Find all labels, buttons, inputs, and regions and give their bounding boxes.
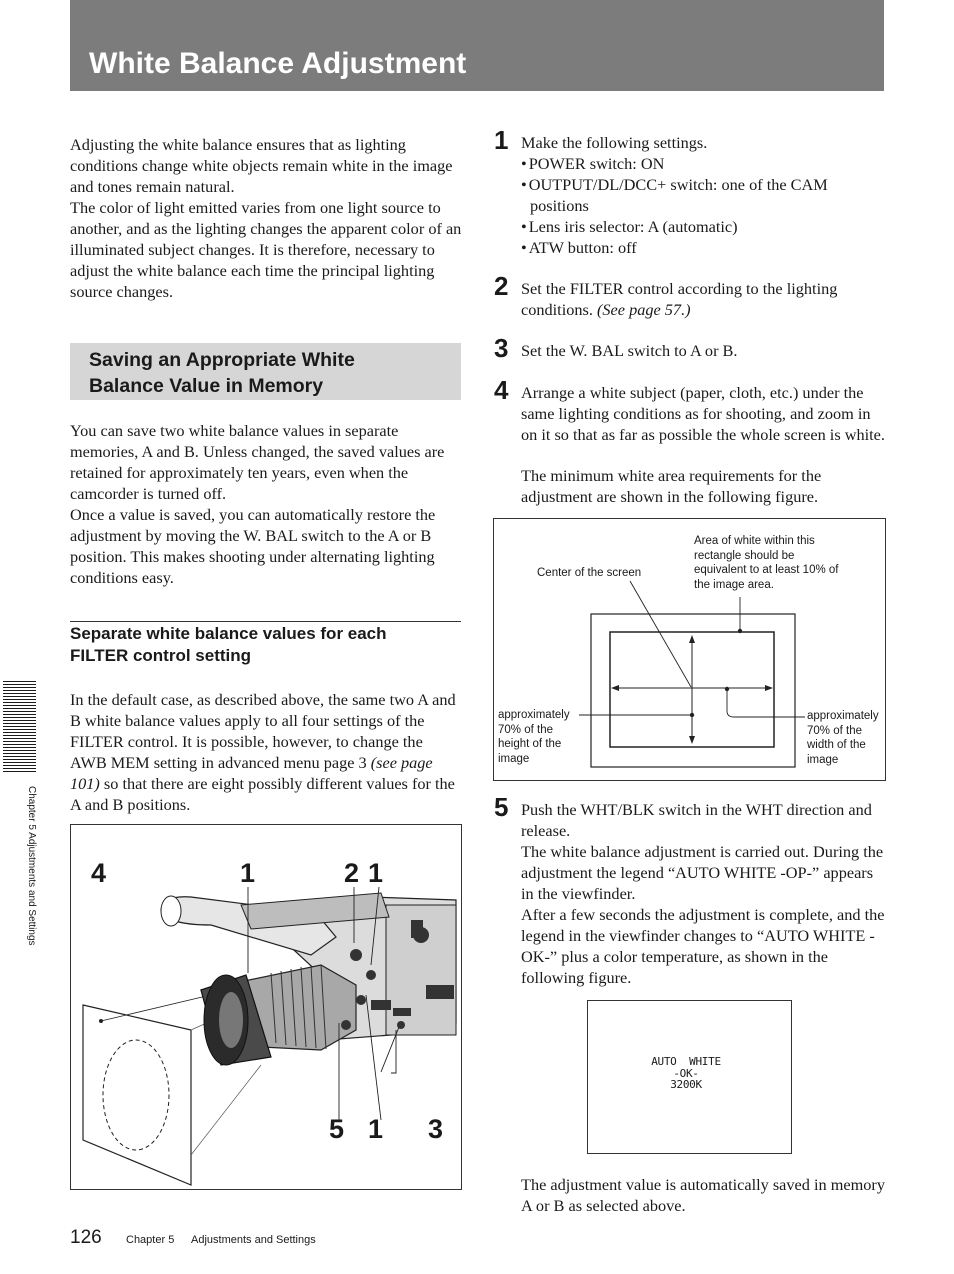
section-paragraph-1: You can save two white balance values in separate memories, A and B. Unless changed, the saved values are retained for approximately ten years, even when the camcorder is turned off. <box>70 421 445 503</box>
step-4-text: Arrange a white subject (paper, cloth, etc.) under the same lighting conditions as for shooting, and zoom in on it so that as far as possible the whole screen is white. <box>521 383 885 444</box>
step-4-number: 4 <box>494 375 509 405</box>
subsection-heading-line-1: Separate white balance values for each <box>70 624 387 643</box>
height-label-line-4: image <box>498 752 530 765</box>
subsection-rule <box>70 621 461 622</box>
area-label-line-4: the image area. <box>694 578 774 591</box>
step-2-text: Set the FILTER control according to the lighting conditions. <box>521 279 838 319</box>
callout-3: 3 <box>428 1114 444 1144</box>
step-3-number: 3 <box>494 333 509 363</box>
chapter-side-tab <box>3 681 36 773</box>
area-label-line-2: rectangle should be <box>694 549 795 562</box>
white-card <box>83 1005 191 1185</box>
width-label <box>807 709 879 767</box>
intro-paragraph-2: The color of light emitted varies from one light source to another, and as the lighting changes the apparent color of an illuminated subject changes. It is therefore, necessary to adjust the white balance each time the principal lighting source changes. <box>70 198 462 301</box>
center-of-screen-label: Center of the screen <box>537 567 642 579</box>
footer-chapter: Chapter 5 <box>126 1234 175 1246</box>
step-5-number: 5 <box>494 792 509 822</box>
subsection-text-b: so that there are eight possibly different values for the A and B positions. <box>70 774 455 814</box>
step-5-text: Push the WHT/BLK switch in the WHT direction and release. <box>521 800 872 840</box>
width-label-line-2: 70% of the <box>807 724 862 737</box>
title-bar <box>70 0 884 91</box>
closing-text: The adjustment value is automatically saved in memory A or B as selected above. <box>521 1175 885 1215</box>
step-1-text: Make the following settings. <box>521 133 708 152</box>
viewfinder-line-3: 3200K <box>670 1078 702 1091</box>
callout-4: 4 <box>91 858 107 888</box>
area-label <box>694 534 839 592</box>
area-label-line-3: equivalent to at least 10% of <box>694 564 839 576</box>
viewfinder-legend <box>588 1056 784 1091</box>
viewfinder-line-2: -OK- <box>673 1066 699 1080</box>
side-tab-text: Chapter 5 Adjustments and Settings <box>26 786 37 946</box>
subsection-text-a: In the default case, as described above, the same two A and B white balance values apply to all four settings of the FILTER control. It is possible, however, to change the AWB MEM setting in advanced menu page 3 <box>70 690 456 772</box>
step-5-text-2: The white balance adjustment is carried out. During the adjustment the legend “AUTO WHITE -OP-” appears in the viewfinder. <box>521 842 884 903</box>
viewfinder-line-1: AUTO WHITE <box>651 1055 721 1068</box>
subsection-heading <box>70 623 461 667</box>
step-2 <box>521 278 886 320</box>
step-1-bullet-2: • OUTPUT/DL/DCC+ switch: one of the CAM positions <box>521 174 886 216</box>
page-number: 126 <box>70 1227 102 1248</box>
section-paragraph-2: Once a value is saved, you can automatically restore the adjustment by moving the W. BAL switch to the A or B position. This makes shooting under alternating lighting conditions easy. <box>70 505 436 587</box>
step-1 <box>521 132 886 258</box>
height-label-line-3: height of the <box>498 738 562 750</box>
callout-5: 5 <box>329 1114 345 1144</box>
step-1-bullet-4: • ATW button: off <box>521 237 886 258</box>
subsection-heading-line-2: FILTER control setting <box>70 646 252 665</box>
viewfinder-display <box>587 1000 792 1154</box>
height-label <box>498 708 570 766</box>
page-title: White Balance Adjustment <box>89 47 467 80</box>
section-heading <box>89 347 355 399</box>
camera-illustration <box>71 825 461 1189</box>
callout-1-top-right: 1 <box>368 858 384 888</box>
area-label-line-1: Area of white within this <box>694 535 815 547</box>
page-reference: (see page 101) <box>70 753 433 793</box>
section-heading-line-1: Saving an Appropriate White <box>89 349 355 371</box>
screen-frame <box>591 614 795 767</box>
height-label-line-2: 70% of the <box>498 723 553 736</box>
height-label-line-1: approximately <box>498 709 570 721</box>
step-4-text-2: The minimum white area requirements for the adjustment are shown in the following figure. <box>521 466 822 506</box>
callout-2: 2 <box>344 858 360 888</box>
camera-figure <box>70 824 462 1190</box>
screen-area-figure <box>493 518 886 781</box>
section-heading-line-2: Balance Value in Memory <box>89 375 324 397</box>
callout-1-top-left: 1 <box>240 858 256 888</box>
step-5-text-3: After a few seconds the adjustment is complete, and the legend in the viewfinder changes to “AUTO WHITE -OK-” plus a color temperature, as shown in the following figure. <box>521 905 885 987</box>
step-2-number: 2 <box>494 271 509 301</box>
subsection-paragraph <box>70 689 462 815</box>
step-1-bullet-3: • Lens iris selector: A (automatic) <box>521 216 886 237</box>
callout-1-bottom: 1 <box>368 1114 384 1144</box>
step-1-number: 1 <box>494 125 509 155</box>
footer-chapter-title: Adjustments and Settings <box>191 1234 316 1246</box>
step-3-text: Set the W. BAL switch to A or B. <box>521 341 738 360</box>
width-label-line-3: width of the <box>807 739 866 751</box>
width-label-line-1: approximately <box>807 710 879 722</box>
width-label-line-4: image <box>807 753 839 766</box>
intro-paragraph-1: Adjusting the white balance ensures that as lighting conditions change white objects remain white in the image and tones remain natural. <box>70 135 453 196</box>
step-1-bullet-1: • POWER switch: ON <box>521 153 886 174</box>
section-heading-box <box>70 343 461 400</box>
step-2-page-reference: (See page 57.) <box>596 300 691 319</box>
